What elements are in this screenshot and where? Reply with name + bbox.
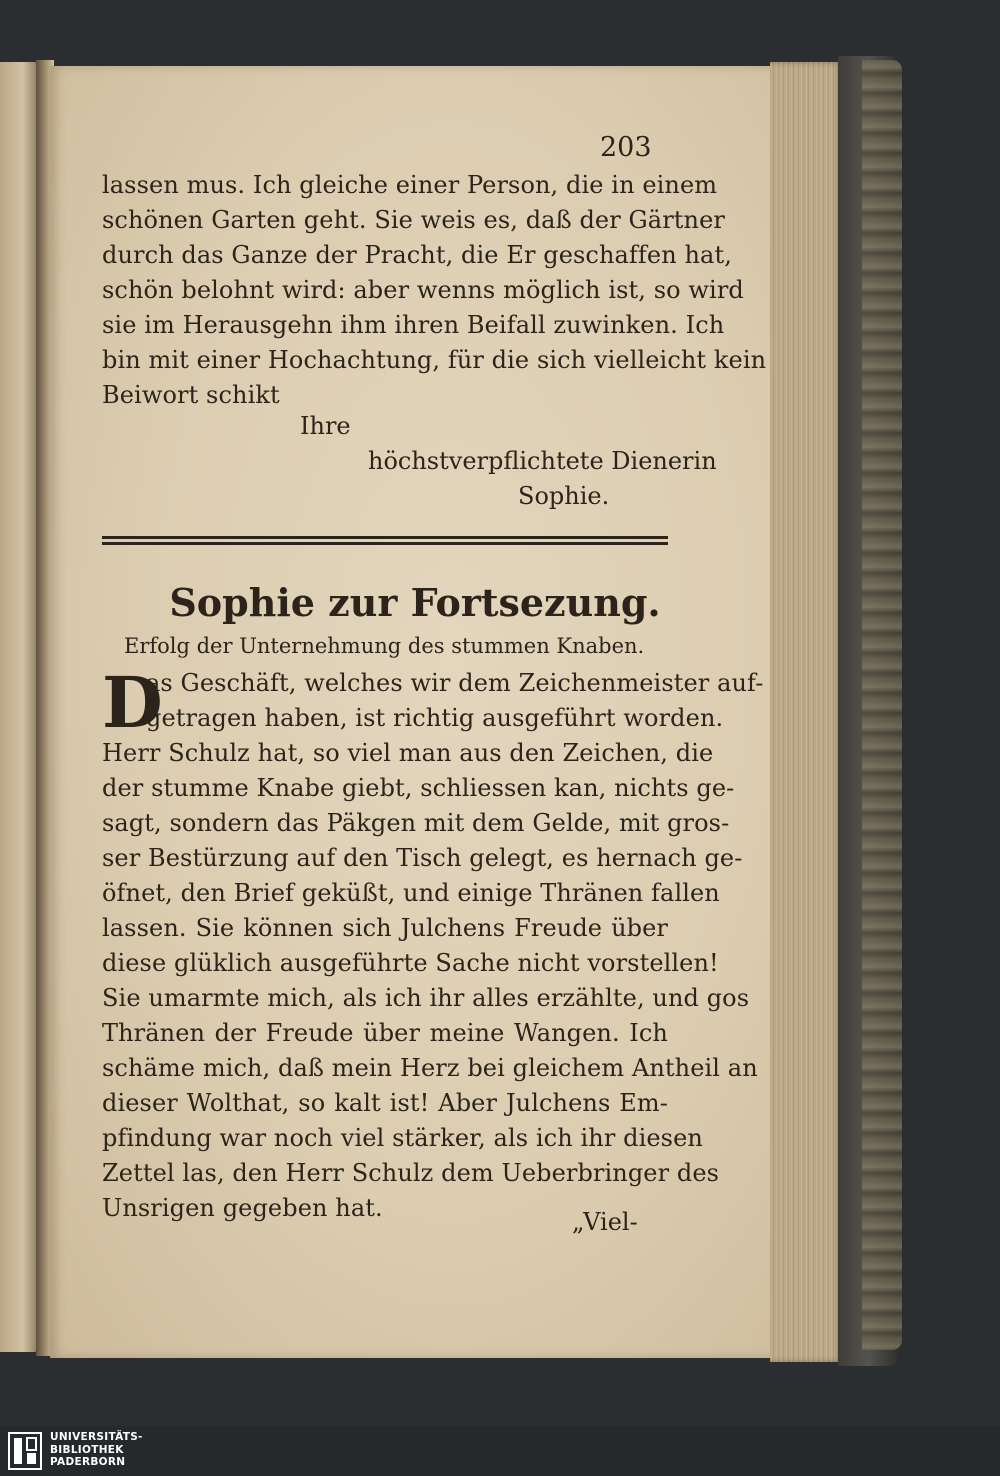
- library-name: [50, 1431, 143, 1469]
- body-line: diese glüklich ausgeführte Sache nicht vorstellen!: [102, 949, 719, 977]
- section-divider: [102, 536, 668, 545]
- body-line: sagt, sondern das Päkgen mit dem Gelde, mit gros-: [102, 809, 730, 837]
- body-line: Thränen der Freude über meine Wangen. Ich: [102, 1019, 668, 1047]
- body-line: der stumme Knabe giebt, schliessen kan, nichts ge-: [102, 774, 735, 802]
- body-line: pfindung war noch viel stärker, als ich ihr diesen: [102, 1124, 703, 1152]
- body-line: Unsrigen gegeben hat.: [102, 1194, 383, 1222]
- chapter-heading: Sophie zur Fortsezung.: [169, 580, 661, 625]
- cover-wear: [862, 60, 902, 1350]
- letter-line: durch das Ganze der Pracht, die Er geschaffen hat,: [102, 241, 732, 269]
- library-name-line2: BIBLIOTHEK: [50, 1443, 124, 1456]
- chapter-subheading: Erfolg der Unternehmung des stummen Knaben.: [124, 634, 645, 658]
- body-line: dieser Wolthat, so kalt ist! Aber Julchens Em-: [102, 1089, 668, 1117]
- body-line: Herr Schulz hat, so viel man aus den Zeichen, die: [102, 739, 714, 767]
- catchword: „Viel-: [572, 1208, 638, 1236]
- body-line: schäme mich, daß mein Herz bei gleichem Antheil an: [102, 1054, 758, 1082]
- closing: Ihre: [300, 412, 351, 440]
- university-library-logo-icon: [8, 1432, 42, 1470]
- letter-line: Beiwort schikt: [102, 381, 280, 409]
- signature-name: Sophie.: [518, 482, 610, 510]
- letter-line: schön belohnt wird: aber wenns möglich ist, so wird: [102, 276, 744, 304]
- page-number: 203: [600, 132, 652, 163]
- letter-line: schönen Garten geht. Sie weis es, daß der Gärtner: [102, 206, 725, 234]
- letter-line: lassen mus. Ich gleiche einer Person, die in einem: [102, 171, 718, 199]
- body-line: öfnet, den Brief geküßt, und einige Thränen fallen: [102, 879, 720, 907]
- letter-line: sie im Herausgehn ihm ihren Beifall zuwinken. Ich: [102, 311, 725, 339]
- left-page-edge: [0, 62, 38, 1352]
- library-footer: [0, 1426, 1000, 1476]
- body-line: lassen. Sie können sich Julchens Freude über: [102, 914, 668, 942]
- drop-cap: D: [102, 661, 163, 744]
- library-name-line1: UNIVERSITÄTS-: [50, 1431, 143, 1443]
- body-line: getragen haben, ist richtig ausgeführt worden.: [146, 704, 724, 732]
- body-line: as Geschäft, welches wir dem Zeichenmeister auf-: [146, 669, 764, 697]
- letter-line: bin mit einer Hochachtung, für die sich vielleicht kein: [102, 346, 767, 374]
- body-line: Zettel las, den Herr Schulz dem Ueberbringer des: [102, 1159, 720, 1187]
- signature-title: höchstverpflichtete Dienerin: [368, 447, 717, 475]
- page-edges: [770, 62, 842, 1362]
- body-line: ser Bestürzung auf den Tisch gelegt, es hernach ge-: [102, 844, 743, 872]
- body-line: Sie umarmte mich, als ich ihr alles erzählte, und gos: [102, 984, 750, 1012]
- library-name-line3: PADERBORN: [50, 1456, 126, 1468]
